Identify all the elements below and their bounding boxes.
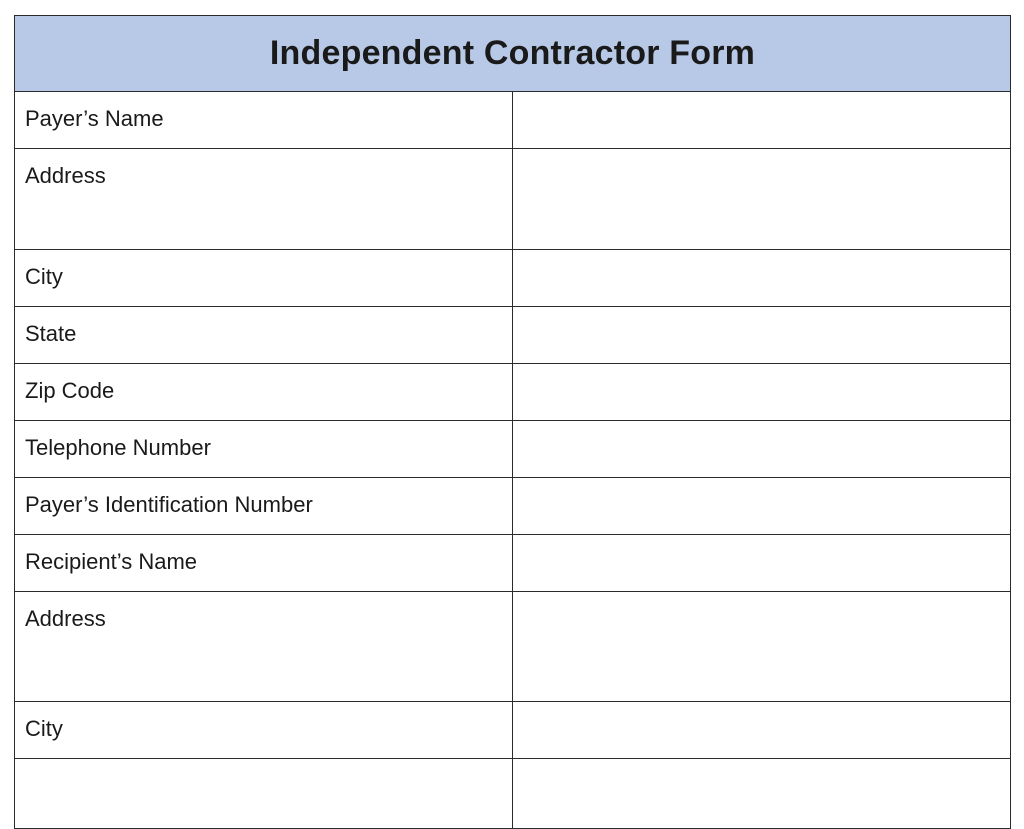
- partial-field[interactable]: [513, 759, 1010, 828]
- recipient-city-field[interactable]: [513, 702, 1010, 758]
- field-label: City: [15, 702, 513, 758]
- field-label: Payer’s Name: [15, 92, 513, 148]
- form-row-zip-code: [15, 364, 1010, 421]
- form-row-recipient-address: [15, 592, 1010, 702]
- form-row-state: [15, 307, 1010, 364]
- zip-code-field[interactable]: [513, 364, 1010, 420]
- field-label: Payer’s Identification Number: [15, 478, 513, 534]
- state-field[interactable]: [513, 307, 1010, 363]
- form-row-payer-city: [15, 250, 1010, 307]
- form-row-partial: [15, 759, 1010, 829]
- payer-address-field[interactable]: [513, 149, 1010, 249]
- field-label: [15, 759, 513, 828]
- form-row-recipient-name: [15, 535, 1010, 592]
- form-row-payer-id: [15, 478, 1010, 535]
- form-row-recipient-city: [15, 702, 1010, 759]
- form-row-payer-name: [15, 92, 1010, 149]
- contractor-form: [14, 15, 1011, 829]
- form-header: [15, 16, 1010, 92]
- field-label: Telephone Number: [15, 421, 513, 477]
- payer-city-field[interactable]: [513, 250, 1010, 306]
- recipient-address-field[interactable]: [513, 592, 1010, 701]
- telephone-field[interactable]: [513, 421, 1010, 477]
- payer-name-field[interactable]: [513, 92, 1010, 148]
- field-label: Address: [15, 149, 513, 249]
- field-label: Address: [15, 592, 513, 701]
- form-row-payer-address: [15, 149, 1010, 250]
- payer-id-field[interactable]: [513, 478, 1010, 534]
- field-label: State: [15, 307, 513, 363]
- recipient-name-field[interactable]: [513, 535, 1010, 591]
- field-label: Recipient’s Name: [15, 535, 513, 591]
- field-label: Zip Code: [15, 364, 513, 420]
- field-label: City: [15, 250, 513, 306]
- form-row-telephone: [15, 421, 1010, 478]
- form-title: Independent Contractor Form: [269, 34, 756, 72]
